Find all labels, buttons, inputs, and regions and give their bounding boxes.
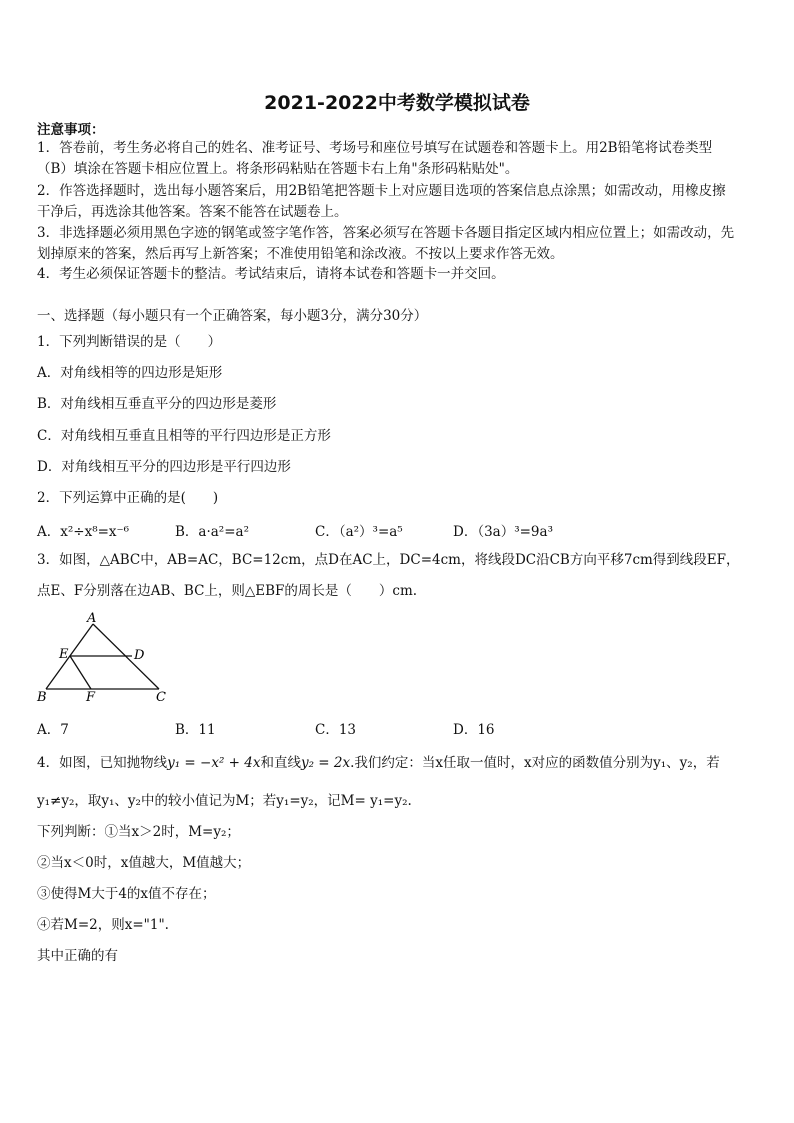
triangle-figure <box>34 610 174 706</box>
question-4-judgement <box>37 823 240 841</box>
question-4-convention: .我们约定：当x任取一值时，x对应的函数值分别为y₁、y₂，若 <box>350 755 720 771</box>
note-line: 划掉原来的答案，然后再写上新答案；不准使用铅笔和涂改液。不按以上要求作答无效。 <box>37 246 564 262</box>
question-2-option-d: D．（3a）³=9a³ <box>453 524 553 540</box>
question-3-line-1: 3．如图，△ABC中，AB=AC，BC=12cm，点D在AC上，DC=4cm，将线段DC沿CB方向平移7cm得到线段EF， <box>37 552 740 568</box>
judgement-heading: 下列判断： <box>37 824 105 840</box>
vertex-label-a: A <box>87 611 97 626</box>
question-2-option-a: A．x²÷x⁸=x⁻⁶ <box>37 524 130 540</box>
note-line: 干净后，再选涂其他答案。答案不能答在试题卷上。 <box>37 204 348 220</box>
judgement-item-4: ④若M=2，则x="1". <box>37 917 169 933</box>
parabola-equation: y₁ = −x² + 4x <box>167 755 261 771</box>
question-3-option-a: A．7 <box>37 722 69 738</box>
question-1-option-c: C．对角线相互垂直且相等的平行四边形是正方形 <box>37 428 331 444</box>
question-1-option-a: A．对角线相等的四边形是矩形 <box>37 365 223 381</box>
line-equation: y₂ = 2x <box>300 755 351 771</box>
note-line: 3．非选择题必须用黑色字迹的钢笔或签字笔作答，答案必须写在答题卡各题目指定区域内相应位置上；如需改动，先 <box>37 225 735 241</box>
question-4-line-2: y₁≠y₂，取y₁、y₂中的较小值记为M；若y₁=y₂，记M= y₁=y₂. <box>37 793 412 809</box>
question-3-option-c: C．13 <box>315 722 357 738</box>
vertex-label-f: F <box>86 690 96 705</box>
question-1-option-d: D．对角线相互平分的四边形是平行四边形 <box>37 459 291 475</box>
judgement-item-2: ②当x＜0时，x值越大，M值越大； <box>37 855 251 871</box>
question-3-line-2: 点E、F分别落在边AB、BC上，则△EBF的周长是（ ）cm. <box>37 583 418 599</box>
judgement-item-1: ①当x＞2时，M=y₂； <box>104 824 240 840</box>
section-heading: 一、选择题（每小题只有一个正确答案，每小题3分，满分30分） <box>37 308 428 324</box>
question-4-connector: 和直线 <box>260 755 301 771</box>
question-4-closing: 其中正确的有 <box>37 948 118 964</box>
question-2-stem: 2．下列运算中正确的是( ) <box>37 490 219 506</box>
question-2-option-b: B．a·a²=a² <box>175 524 249 540</box>
note-line: 2．作答选择题时，选出每小题答案后，用2B铅笔把答题卡上对应题目选项的答案信息点涂黑；如需改动，用橡皮擦 <box>37 183 726 199</box>
vertex-label-e: E <box>59 647 69 662</box>
note-line: 4．考生必须保证答题卡的整洁。考试结束后，请将本试卷和答题卡一并交回。 <box>37 266 505 282</box>
judgement-item-3: ③使得M大于4的x值不存在； <box>37 886 216 902</box>
vertex-label-d: D <box>134 648 145 663</box>
notes-heading: 注意事项： <box>37 122 105 138</box>
question-3-option-b: B．11 <box>175 722 216 738</box>
vertex-label-c: C <box>156 690 166 705</box>
note-line: （B）填涂在答题卡相应位置上。将条形码粘贴在答题卡右上角"条形码粘贴处"。 <box>37 161 519 177</box>
question-4-intro: 4．如图，已知抛物线 <box>37 755 168 771</box>
note-line: 1．答卷前，考生务必将自己的姓名、准考证号、考场号和座位号填写在试题卷和答题卡上。用2B铅笔将试卷类型 <box>37 140 713 156</box>
vertex-label-b: B <box>37 690 47 705</box>
question-3-option-d: D．16 <box>453 722 495 738</box>
question-1-stem: 1．下列判断错误的是（ ） <box>37 334 222 350</box>
question-4-line-1 <box>37 754 720 772</box>
page-title: 2021-2022中考数学模拟试卷 <box>264 92 530 114</box>
question-2-option-c: C．（a²）³=a⁵ <box>315 524 403 540</box>
question-1-option-b: B．对角线相互垂直平分的四边形是菱形 <box>37 396 277 412</box>
